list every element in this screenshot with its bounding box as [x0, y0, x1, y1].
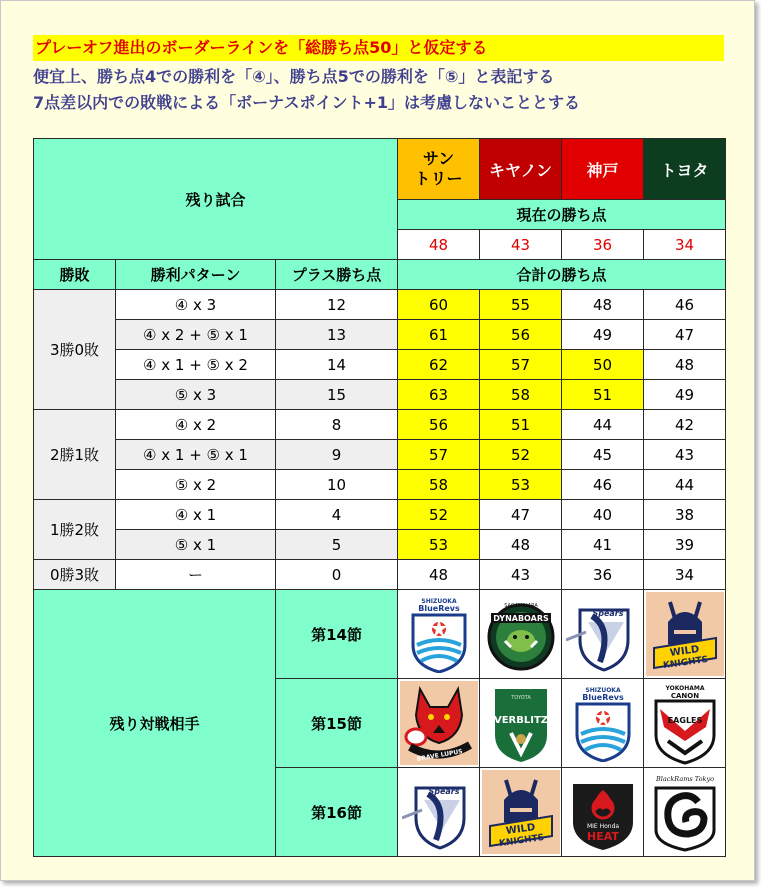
- col-pattern-header: 勝利パターン: [116, 260, 276, 290]
- table-row: [34, 380, 726, 410]
- total-cell: 36: [562, 560, 644, 590]
- pattern-cell: ④ x 1: [116, 500, 276, 530]
- total-cell: 52: [398, 500, 480, 530]
- total-cell: 46: [562, 470, 644, 500]
- table-row: [34, 470, 726, 500]
- opponent-logo-cell: [562, 768, 644, 857]
- svg-text:Spears: Spears: [428, 787, 460, 796]
- total-cell: 58: [480, 380, 562, 410]
- svg-text:BlueRevs: BlueRevs: [581, 693, 624, 702]
- table-row: [34, 290, 726, 320]
- blackrams-logo-icon: [646, 772, 723, 852]
- round-label: 第15節: [276, 679, 398, 768]
- opponent-logo-cell: [480, 768, 562, 857]
- plus-cell: 9: [276, 440, 398, 470]
- wildknights-logo-icon: [482, 770, 559, 854]
- svg-text:BRAVE LUPUS: BRAVE LUPUS: [416, 748, 464, 763]
- note-border-line: プレーオフ進出のボーダーラインを「総勝ち点50」と仮定する: [33, 35, 724, 61]
- col-plus-header: プラス勝ち点: [276, 260, 398, 290]
- svg-text:VERBLITZ: VERBLITZ: [493, 715, 548, 726]
- total-cell: 48: [480, 530, 562, 560]
- team-canon: キヤノン: [480, 139, 562, 200]
- opponent-logo-cell: [644, 679, 726, 768]
- svg-text:BlueRevs: BlueRevs: [417, 604, 460, 613]
- total-cell: 58: [398, 470, 480, 500]
- table-row: [34, 500, 726, 530]
- svg-text:EAGLES: EAGLES: [667, 716, 702, 725]
- pattern-cell: ー: [116, 560, 276, 590]
- total-cell: 41: [562, 530, 644, 560]
- team-suntory: サン トリー: [398, 139, 480, 200]
- total-cell: 39: [644, 530, 726, 560]
- total-cell: 43: [644, 440, 726, 470]
- pattern-cell: ④ x 2 + ⑤ x 1: [116, 320, 276, 350]
- current-points-suntory: 48: [398, 230, 480, 260]
- bluerevs-logo-icon: [400, 595, 477, 673]
- pattern-cell: ⑤ x 2: [116, 470, 276, 500]
- remaining-opponents-label: 残り対戦相手: [34, 590, 276, 857]
- table-row: [34, 410, 726, 440]
- svg-text:KNIGHTS: KNIGHTS: [498, 832, 545, 850]
- eagles-logo-icon: [646, 681, 723, 765]
- spears-logo-icon: [564, 596, 641, 672]
- svg-text:TOYOTA: TOYOTA: [510, 695, 531, 701]
- opponent-logo-cell: [644, 590, 726, 679]
- current-points-header: 現在の勝ち点: [398, 200, 726, 230]
- svg-text:BlackRams Tokyo: BlackRams Tokyo: [655, 775, 714, 783]
- heat-logo-icon: [564, 772, 641, 852]
- total-cell: 45: [562, 440, 644, 470]
- total-cell: 46: [644, 290, 726, 320]
- round-label: 第14節: [276, 590, 398, 679]
- svg-text:KNIGHTS: KNIGHTS: [662, 654, 709, 672]
- opponent-logo-cell: [562, 590, 644, 679]
- total-cell: 49: [562, 320, 644, 350]
- pattern-cell: ④ x 1 + ⑤ x 2: [116, 350, 276, 380]
- team-toyota: トヨタ: [644, 139, 726, 200]
- total-cell: 56: [480, 320, 562, 350]
- spears-logo-icon: [400, 774, 477, 850]
- current-points-kobe: 36: [562, 230, 644, 260]
- total-cell: 51: [480, 410, 562, 440]
- record-cell: 1勝2敗: [34, 500, 116, 560]
- table-row: [34, 350, 726, 380]
- svg-text:WILD: WILD: [505, 822, 537, 838]
- round-label: 第16節: [276, 768, 398, 857]
- current-points-toyota: 34: [644, 230, 726, 260]
- plus-cell: 4: [276, 500, 398, 530]
- total-cell: 49: [644, 380, 726, 410]
- total-cell: 63: [398, 380, 480, 410]
- pattern-cell: ④ x 2: [116, 410, 276, 440]
- total-cell: 53: [398, 530, 480, 560]
- record-cell: 3勝0敗: [34, 290, 116, 410]
- total-cell: 43: [480, 560, 562, 590]
- total-cell: 57: [480, 350, 562, 380]
- opponent-logo-cell: [398, 768, 480, 857]
- total-cell: 51: [562, 380, 644, 410]
- note-bonus-point: 7点差以内での敗戦による「ボーナスポイント+1」は考慮しないこととする: [33, 93, 581, 112]
- col-total-header: 合計の勝ち点: [398, 260, 726, 290]
- current-points-canon: 43: [480, 230, 562, 260]
- svg-text:YOKOHAMA: YOKOHAMA: [665, 685, 705, 692]
- opponent-logo-cell: [480, 679, 562, 768]
- svg-text:MIE Honda: MIE Honda: [586, 823, 619, 830]
- table-row: [34, 530, 726, 560]
- total-cell: 60: [398, 290, 480, 320]
- plus-cell: 8: [276, 410, 398, 440]
- total-cell: 57: [398, 440, 480, 470]
- opponent-logo-cell: [480, 590, 562, 679]
- total-cell: 50: [562, 350, 644, 380]
- total-cell: 42: [644, 410, 726, 440]
- total-cell: 61: [398, 320, 480, 350]
- team-kobe: 神戸: [562, 139, 644, 200]
- record-cell: 0勝3敗: [34, 560, 116, 590]
- wildknights-logo-icon: [646, 592, 723, 676]
- table-row: [34, 440, 726, 470]
- total-cell: 34: [644, 560, 726, 590]
- note-notation: 便宜上、勝ち点4での勝利を「④」、勝ち点5での勝利を「⑤」と表記する: [33, 67, 555, 86]
- total-cell: 48: [644, 350, 726, 380]
- opponent-row: [34, 590, 726, 679]
- svg-text:HEAT: HEAT: [586, 830, 619, 843]
- svg-text:SAGAMIHARA: SAGAMIHARA: [503, 603, 538, 609]
- total-cell: 53: [480, 470, 562, 500]
- col-record-header: 勝敗: [34, 260, 116, 290]
- plus-cell: 12: [276, 290, 398, 320]
- opponent-logo-cell: [398, 679, 480, 768]
- record-cell: 2勝1敗: [34, 410, 116, 500]
- plus-cell: 15: [276, 380, 398, 410]
- svg-text:WILD: WILD: [669, 644, 701, 660]
- svg-text:CANON: CANON: [670, 692, 699, 700]
- svg-text:DYNABOARS: DYNABOARS: [492, 614, 549, 623]
- pattern-cell: ④ x 3: [116, 290, 276, 320]
- verblitz-logo-icon: [482, 683, 559, 763]
- pattern-cell: ⑤ x 3: [116, 380, 276, 410]
- table-row: [34, 320, 726, 350]
- pattern-cell: ④ x 1 + ⑤ x 1: [116, 440, 276, 470]
- opponent-logo-cell: [562, 679, 644, 768]
- total-cell: 48: [398, 560, 480, 590]
- opponent-logo-cell: [398, 590, 480, 679]
- table-row: [34, 560, 726, 590]
- total-cell: 40: [562, 500, 644, 530]
- total-cell: 47: [480, 500, 562, 530]
- total-cell: 62: [398, 350, 480, 380]
- total-cell: 44: [644, 470, 726, 500]
- dynaboars-logo-icon: [482, 595, 559, 673]
- svg-text:Spears: Spears: [592, 609, 624, 618]
- total-cell: 52: [480, 440, 562, 470]
- plus-cell: 5: [276, 530, 398, 560]
- plus-cell: 10: [276, 470, 398, 500]
- total-cell: 44: [562, 410, 644, 440]
- standings-table: [33, 138, 726, 857]
- svg-text:SHIZUOKA: SHIZUOKA: [584, 687, 621, 694]
- total-cell: 55: [480, 290, 562, 320]
- remaining-games-header: 残り試合: [34, 139, 398, 260]
- total-cell: 47: [644, 320, 726, 350]
- bluerevs-logo-icon: [564, 684, 641, 762]
- bravelupus-logo-icon: [400, 681, 477, 765]
- pattern-cell: ⑤ x 1: [116, 530, 276, 560]
- opponent-logo-cell: [644, 768, 726, 857]
- total-cell: 38: [644, 500, 726, 530]
- svg-text:SHIZUOKA: SHIZUOKA: [420, 598, 457, 605]
- plus-cell: 0: [276, 560, 398, 590]
- plus-cell: 14: [276, 350, 398, 380]
- total-cell: 48: [562, 290, 644, 320]
- total-cell: 56: [398, 410, 480, 440]
- plus-cell: 13: [276, 320, 398, 350]
